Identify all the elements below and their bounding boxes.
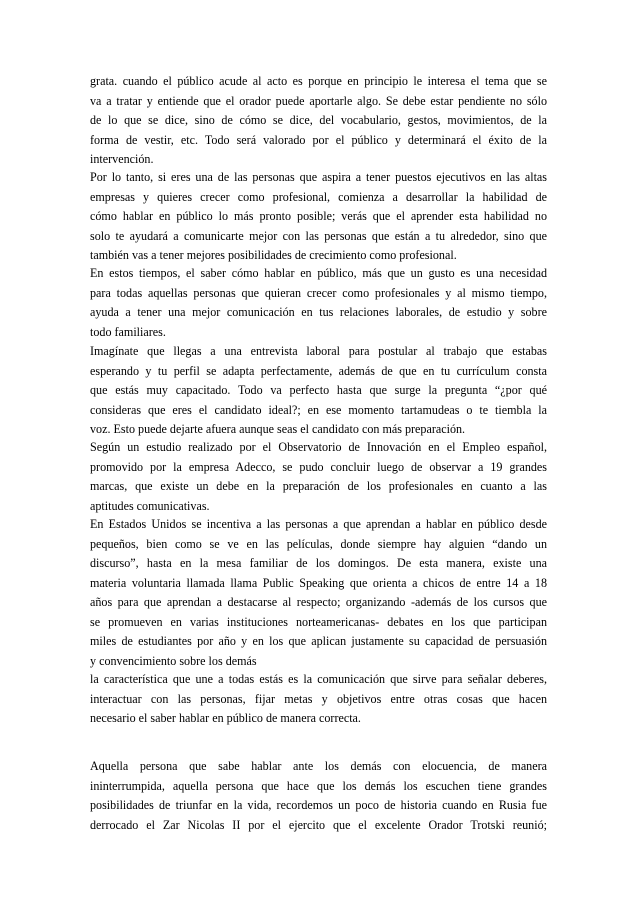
paragraph-line: aptitudes comunicativas. xyxy=(90,498,210,513)
paragraph-line: para todas aquellas personas que quieran crecer como profesionales y al mismo tiempo, xyxy=(90,285,547,300)
paragraph-line: voz. Esto puede dejarte afuera aunque seas el candidato con más preparación. xyxy=(90,422,466,436)
paragraph-line: todo familiares. xyxy=(90,324,166,339)
paragraph-line: ayuda a tener una mejor comunicación en tus relaciones laborales, de estudio y sobre xyxy=(90,305,547,319)
paragraph-line: promovido por la empresa Adecco, se pudo concluir luego de observar a 19 grandes xyxy=(90,459,547,474)
paragraph-line: y convencimiento sobre los demás xyxy=(90,653,257,668)
paragraph-2 xyxy=(90,168,547,266)
paragraph-line: empresas y quieres crecer como profesional, comienza a desarrollar la habilidad de xyxy=(90,189,547,204)
paragraph-line: En Estados Unidos se incentiva a las personas a que aprendan a hablar en público desde xyxy=(90,517,547,531)
paragraph-line: Aquella persona que sabe hablar ante los demás con elocuencia, de manera xyxy=(90,759,547,773)
paragraph-line: discurso”, hasta en la mesa familiar de los domingos. De esta manera, existe una xyxy=(90,556,547,570)
paragraph-line: miles de estudiantes por año y en los que aplican justamente su capacidad de persuasión xyxy=(90,634,547,648)
paragraph-3 xyxy=(90,264,547,342)
paragraph-7 xyxy=(90,670,547,729)
paragraph-line: ininterrumpida, aquella persona que hace que los demás los escuchen tiene grandes xyxy=(90,778,547,793)
paragraph-line: pequeños, bien como se ve en las películas, donde siempre hay alguien “dando un xyxy=(90,536,547,551)
paragraph-line: interactuar con las personas, fijar metas y objetivos entre otras cosas que hacen xyxy=(90,691,547,706)
paragraph-line: que estás muy capacitado. Todo va perfecto hasta que surge la pregunta “¿por qué xyxy=(90,383,547,397)
paragraph-4 xyxy=(90,342,547,440)
paragraph-6 xyxy=(90,515,547,671)
paragraph-line: derrocado el Zar Nicolas II por el ejercito que el excelente Orador Trotski reunió; xyxy=(90,817,547,832)
paragraph-line: esperando y tu perfil se adapta perfectamente, además de que en tu currículum consta xyxy=(90,363,547,378)
paragraph-5 xyxy=(90,438,547,516)
paragraph-line: Por lo tanto, si eres una de las personas que aspira a tener puestos ejecutivos en las altas xyxy=(90,170,547,184)
paragraph-line: En estos tiempos, el saber cómo hablar en público, más que un gusto es una necesidad xyxy=(90,266,547,280)
paragraph-line: consideras que eres el candidato ideal?; en ese momento tartamudeas o te tiembla la xyxy=(90,402,547,417)
paragraph-line: marcas, que existe un debe en la preparación de los profesionales en cuanto a las xyxy=(90,479,547,493)
paragraph-line: va a tratar y entiende que el orador puede aportarle algo. Se debe estar pendiente no sólo xyxy=(90,93,547,108)
paragraph-line: Según un estudio realizado por el Observatorio de Innovación en el Empleo español, xyxy=(90,440,547,454)
paragraph-line: necesario el saber hablar en público de manera correcta. xyxy=(90,711,361,725)
paragraph-line: forma de vestir, etc. Todo será valorado por el público y determinará el éxito de la xyxy=(90,132,547,147)
paragraph-line: solo te ayudará a comunicarte mejor con las personas que están a tu alrededor, sino que xyxy=(90,228,547,243)
paragraph-8 xyxy=(90,757,547,835)
paragraph-line: grata. cuando el público acude al acto es porque en principio le interesa el tema que se xyxy=(90,74,547,88)
paragraph-line: la característica que une a todas estás es la comunicación que sirve para señalar deberes, xyxy=(90,672,547,686)
paragraph-line: intervención. xyxy=(90,152,154,166)
paragraph-line: años para que aprendan a destacarse al respecto; organizando -además de los cursos que xyxy=(90,595,547,609)
paragraph-line: cómo hablar en público lo más pronto posible; verás que el aprender esta habilidad no xyxy=(90,209,547,223)
paragraph-line: de lo que se dice, sino de cómo se dice, del vocabulario, gestos, movimientos, de la xyxy=(90,113,547,127)
paragraph-line: también vas a tener mejores posibilidades de crecimiento como profesional. xyxy=(90,248,457,262)
paragraph-line: Imagínate que llegas a una entrevista laboral para postular al trabajo que estabas xyxy=(90,344,547,358)
paragraph-line: materia voluntaria llamada llama Public Speaking que orienta a chicos de entre 14 a 18 xyxy=(90,575,547,590)
paragraph-line: se promueven en varias instituciones norteamericanas- debates en los que participan xyxy=(90,614,547,629)
paragraph-line: posibilidades de triunfar en la vida, recordemos un poco de historia cuando en Rusia fue xyxy=(90,798,547,812)
paragraph-1 xyxy=(90,72,547,170)
